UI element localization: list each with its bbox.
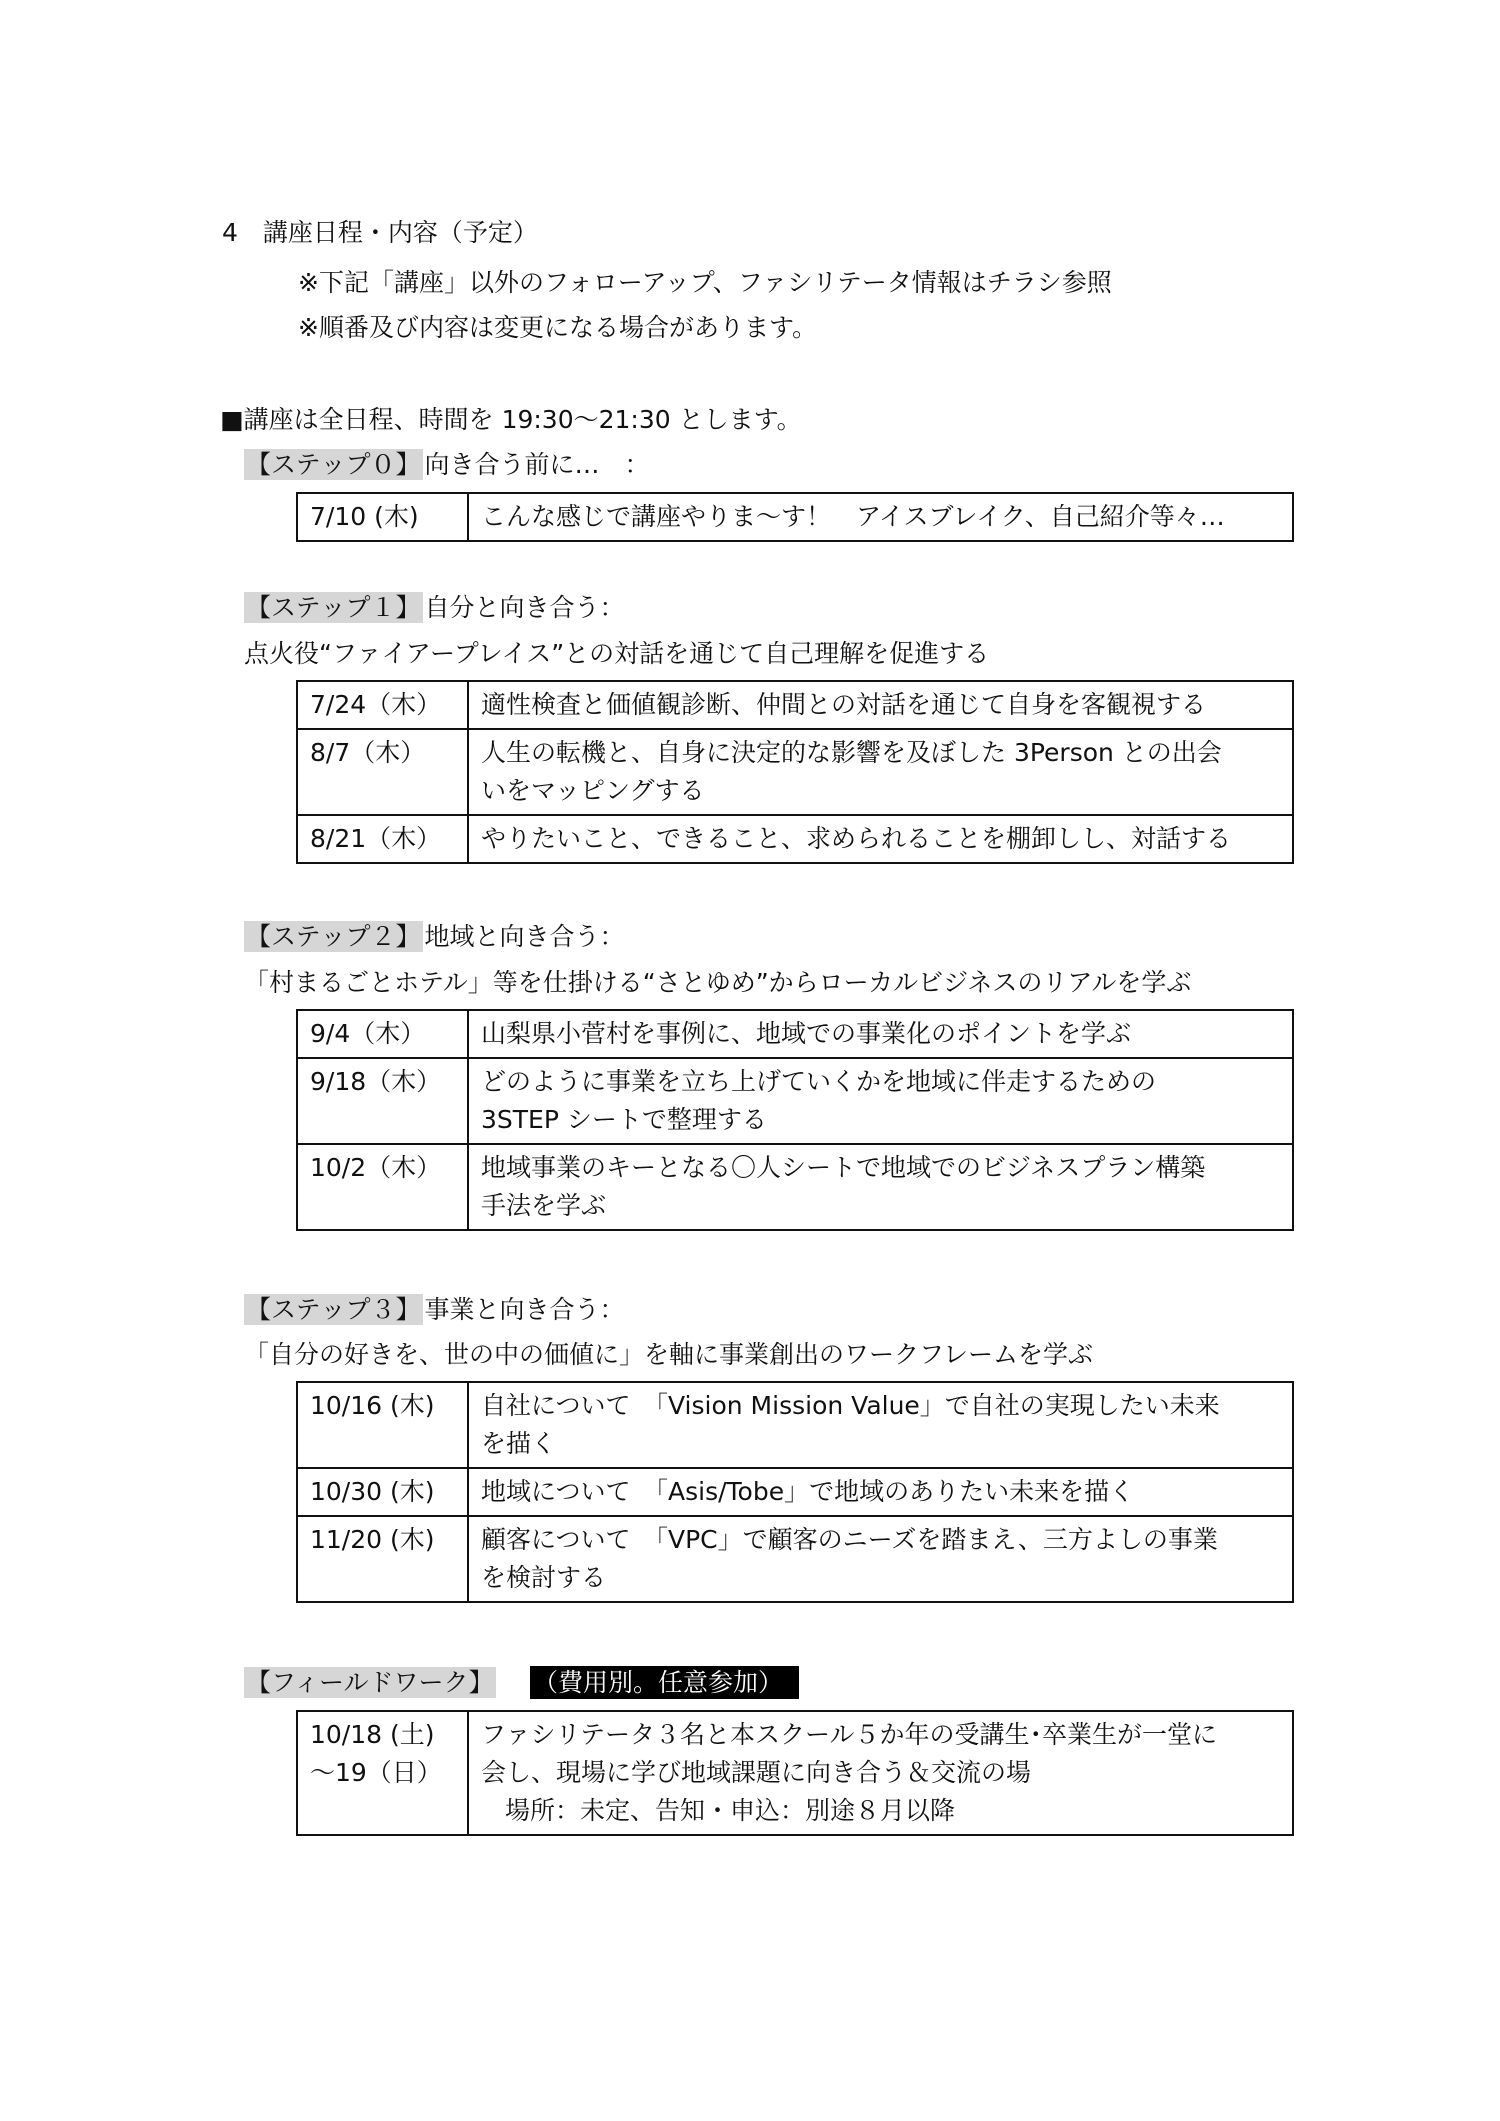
session-date: 9/18（木） xyxy=(297,1058,468,1144)
table-row xyxy=(297,1058,1293,1144)
session-date: 11/20 (木) xyxy=(297,1516,468,1602)
fieldwork-cost-badge: （費用別。任意参加） xyxy=(530,1666,800,1699)
desc-line: 手法を学ぶ xyxy=(481,1191,607,1220)
session-desc xyxy=(468,493,1293,541)
step0-label: 【ステップ０】 xyxy=(246,450,421,479)
session-desc xyxy=(468,1516,1293,1602)
fieldwork-place: 場所：未定、告知・申込：別途８月以降 xyxy=(505,1796,956,1825)
session-date: 7/10 (木) xyxy=(297,493,468,541)
table-row xyxy=(297,1468,1293,1516)
desc-line: を描く xyxy=(481,1429,557,1458)
desc-line: 山梨県小菅村を事例に、地域での事業化のポイントを学ぶ xyxy=(481,1019,1132,1048)
session-desc xyxy=(468,1382,1293,1468)
desc-line: 自社について 「Vision Mission Value」で自社の実現したい未来 xyxy=(481,1391,1220,1420)
table-row xyxy=(297,493,1293,541)
step2-label: 【ステップ２】 xyxy=(246,922,421,951)
step1-label: 【ステップ１】 xyxy=(246,593,421,622)
desc-line: 人生の転機と、自身に決定的な影響を及ぼした 3Person との出会 xyxy=(481,738,1222,767)
step3-header xyxy=(244,1293,625,1327)
date-line: ～19（日） xyxy=(310,1758,442,1787)
step2-subtitle: 「村まるごとホテル」等を仕掛ける“さとゆめ”からローカルビジネスのリアルを学ぶ xyxy=(244,968,1192,997)
step3-title: 事業と向き合う： xyxy=(424,1295,625,1324)
step1-title: 自分と向き合う： xyxy=(424,593,625,622)
session-desc xyxy=(468,729,1293,815)
session-date: 10/16 (木) xyxy=(297,1382,468,1468)
table-row xyxy=(297,1711,1293,1835)
section-heading: 4 講座日程・内容（予定） xyxy=(222,218,538,247)
note-change: ※順番及び内容は変更になる場合があります。 xyxy=(298,313,817,342)
date-line: 10/18 (土) xyxy=(310,1720,435,1749)
step1-header xyxy=(244,591,625,625)
session-date: 8/21（木） xyxy=(297,815,468,863)
step3-label: 【ステップ３】 xyxy=(246,1295,421,1324)
fieldwork-table xyxy=(296,1710,1294,1836)
fieldwork-header xyxy=(244,1666,799,1700)
note-followup: ※下記「講座」以外のフォローアップ、ファシリテータ情報はチラシ参照 xyxy=(298,268,1112,297)
step2-header xyxy=(244,920,625,954)
desc-line: を検討する xyxy=(481,1563,607,1592)
step3-table xyxy=(296,1381,1294,1603)
step1-table xyxy=(296,680,1294,864)
session-desc xyxy=(468,681,1293,729)
session-desc xyxy=(468,1010,1293,1058)
desc-line: どのように事業を立ち上げていくかを地域に伴走するための xyxy=(481,1067,1157,1096)
desc-line: ファシリテータ３名と本スクール５か年の受講生･卒業生が一堂に xyxy=(481,1720,1218,1749)
step0-header xyxy=(244,448,650,482)
session-date xyxy=(297,1711,468,1835)
session-desc xyxy=(468,1058,1293,1144)
session-date: 7/24（木） xyxy=(297,681,468,729)
desc-line: いをマッピングする xyxy=(481,776,705,805)
table-row xyxy=(297,729,1293,815)
desc-line: 地域について 「Asis/Tobe」で地域のありたい未来を描く xyxy=(481,1477,1135,1506)
desc-line: 顧客について 「VPC」で顧客のニーズを踏まえ、三方よしの事業 xyxy=(481,1525,1218,1554)
step0-title: 向き合う前に… ： xyxy=(424,450,650,479)
desc-line: こんな感じで講座やりま～す！ アイスブレイク、自己紹介等々… xyxy=(481,502,1225,531)
step2-title: 地域と向き合う： xyxy=(424,922,625,951)
table-row xyxy=(297,1516,1293,1602)
desc-line: やりたいこと、できること、求められることを棚卸しし、対話する xyxy=(481,824,1232,853)
step0-table xyxy=(296,492,1294,542)
session-desc xyxy=(468,1468,1293,1516)
time-note: ■講座は全日程、時間を 19:30～21:30 とします。 xyxy=(220,405,802,434)
session-date: 10/2（木） xyxy=(297,1144,468,1230)
session-date: 9/4（木） xyxy=(297,1010,468,1058)
desc-line: 適性検査と価値観診断、仲間との対話を通じて自身を客観視する xyxy=(481,690,1207,719)
session-date: 10/30 (木) xyxy=(297,1468,468,1516)
session-date: 8/7（木） xyxy=(297,729,468,815)
table-row xyxy=(297,1144,1293,1230)
table-row xyxy=(297,681,1293,729)
step1-subtitle: 点火役“ファイアープレイス”との対話を通じて自己理解を促進する xyxy=(244,639,990,668)
fieldwork-label: 【フィールドワーク】 xyxy=(246,1668,494,1697)
table-row xyxy=(297,1382,1293,1468)
session-desc xyxy=(468,1711,1293,1835)
session-desc xyxy=(468,815,1293,863)
desc-line: 3STEP シートで整理する xyxy=(481,1105,767,1134)
session-desc xyxy=(468,1144,1293,1230)
step3-subtitle: 「自分の好きを、世の中の価値に」を軸に事業創出のワークフレームを学ぶ xyxy=(244,1340,1094,1369)
table-row xyxy=(297,1010,1293,1058)
desc-line: 会し、現場に学び地域課題に向き合う＆交流の場 xyxy=(481,1758,1032,1787)
table-row xyxy=(297,815,1293,863)
desc-line: 地域事業のキーとなる〇人シートで地域でのビジネスプラン構築 xyxy=(481,1153,1206,1182)
step2-table xyxy=(296,1009,1294,1231)
